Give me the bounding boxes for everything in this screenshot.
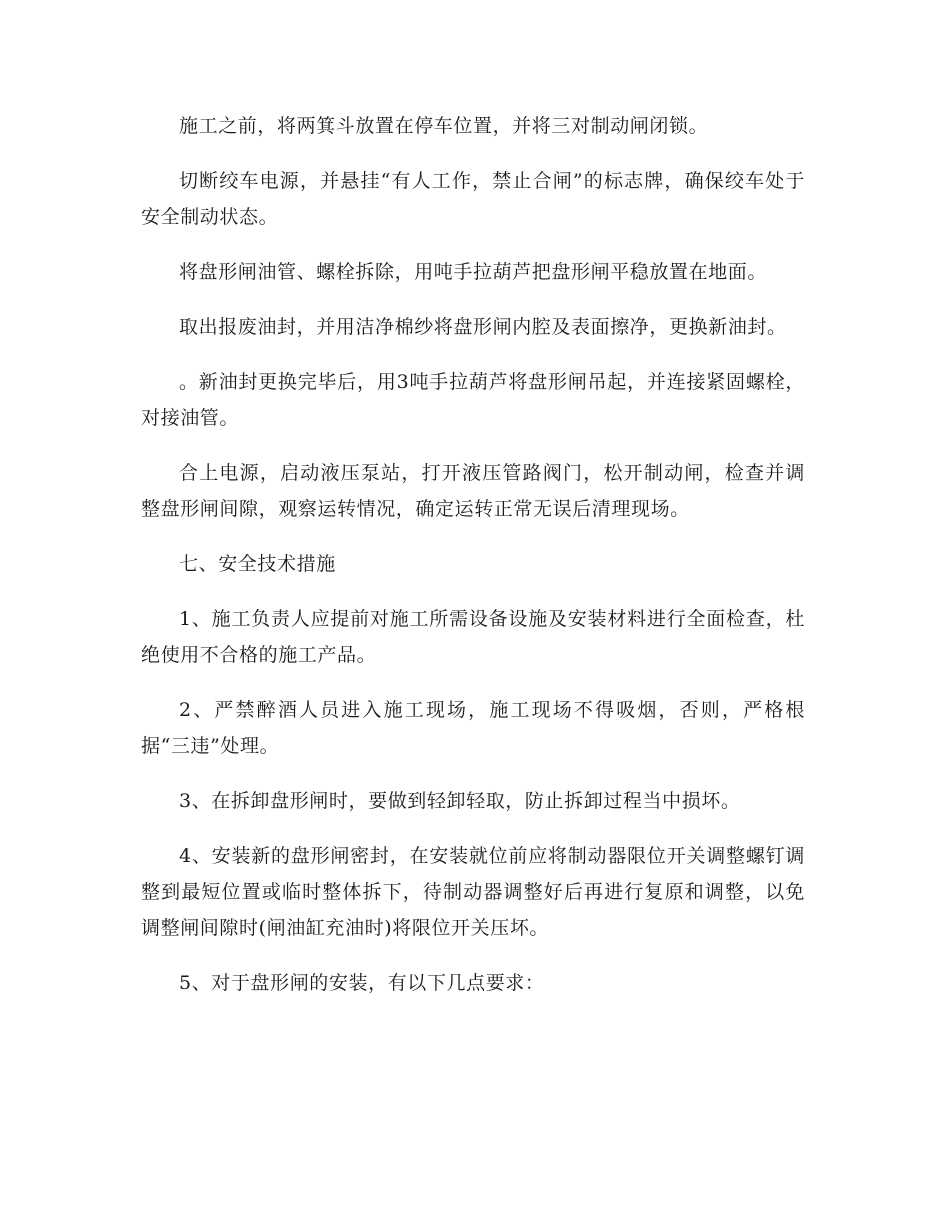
paragraph-power-off: 切断绞车电源，并悬挂“有人工作，禁止合闸”的标志牌，确保绞车处于安全制动状态。 [141,170,805,228]
safety-item-1: 1、施工负责人应提前对施工所需设备设施及安装材料进行全面检查，杜绝使用不合格的施工产品。 [141,608,805,666]
section-heading-safety: 七、安全技术措施 [179,553,336,575]
safety-item-2: 2、严禁醉酒人员进入施工现场，施工现场不得吸烟，否则，严格根据“三违”处理。 [141,699,805,757]
safety-item-4: 4、安装新的盘形闸密封，在安装就位前应将制动器限位开关调整螺钉调整到最短位置或临时整体拆下，待制动器调整好后再进行复原和调整，以免调整闸间隙时(闸油缸充油时)将限位开关压坏。 [141,845,805,939]
paragraph-remove-brake: 将盘形闸油管、螺栓拆除，用吨手拉葫芦把盘形闸平稳放置在地面。 [179,261,768,283]
document-body [141,108,805,1020]
safety-item-3: 3、在拆卸盘形闸时，要做到轻卸轻取，防止拆卸过程当中损坏。 [179,790,741,812]
paragraph-replace-seal: 取出报废油封，并用洁净棉纱将盘形闸内腔及表面擦净，更换新油封。 [179,316,787,338]
safety-item-5: 5、对于盘形闸的安装，有以下几点要求： [179,972,545,994]
paragraph-test-run: 合上电源，启动液压泵站，打开液压管路阀门，松开制动闸，检查并调整盘形闸间隙，观察运转情况，确定运转正常无误后清理现场。 [141,462,805,520]
paragraph-brake-lock: 施工之前，将两箕斗放置在停车位置，并将三对制动闸闭锁。 [179,115,709,137]
paragraph-reinstall: 。新油封更换完毕后，用3吨手拉葫芦将盘形闸吊起，并连接紧固螺栓，对接油管。 [141,371,805,429]
